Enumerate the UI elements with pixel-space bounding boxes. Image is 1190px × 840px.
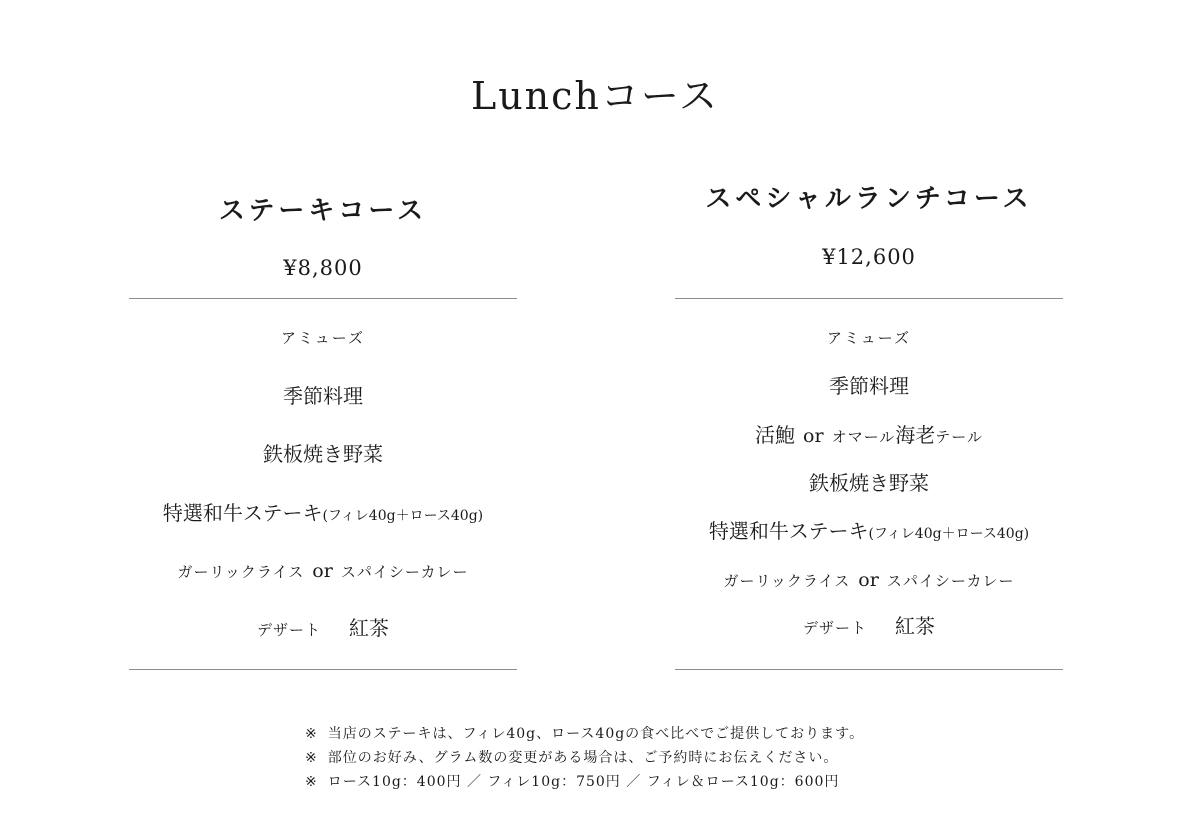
steak-detail: (フィレ40g＋ロース40g) (868, 526, 1030, 542)
note-mark: ※ (305, 774, 318, 790)
menu-item-amuse: アミューズ (827, 329, 911, 347)
page-title: Lunchコース (470, 74, 720, 118)
note-mark: ※ (305, 726, 318, 742)
tea-label: 紅茶 (895, 614, 935, 638)
rice-option-a: ガーリックライス (177, 563, 305, 581)
note-mark: ※ (305, 750, 318, 766)
menu-item-amuse: アミューズ (281, 329, 365, 347)
course-price: ¥8,800 (283, 256, 363, 280)
seafood-option-b-suffix: テール (935, 428, 983, 446)
divider-top (129, 298, 517, 299)
menu-item-dessert (655, 611, 1083, 643)
steak-name: 特選和牛ステーキ (708, 519, 869, 543)
menu-item-seafood (655, 420, 1083, 452)
footnotes (305, 722, 864, 794)
menu-item-rice (655, 564, 1083, 596)
menu-item-steak (109, 498, 537, 531)
menu-item-rice (109, 555, 537, 587)
footnote-text: ロース10g：400円 ／ フィレ10g：750円 ／ フィレ＆ロース10g：600円 (327, 774, 840, 790)
divider-bottom (675, 669, 1063, 670)
or-text: or (858, 569, 879, 591)
menu-item-dessert (109, 613, 537, 645)
rice-option-b: スパイシーカレー (340, 563, 469, 581)
menu-item-seasonal: 季節料理 (283, 384, 363, 408)
steak-detail: (フィレ40g＋ロース40g) (322, 508, 484, 524)
footnote-2 (305, 746, 864, 770)
or-text: or (312, 560, 333, 582)
dessert-label: デザート (802, 619, 867, 637)
footnote-1 (305, 722, 864, 746)
footnote-text: 部位のお好み、グラム数の変更がある場合は、ご予約時にお伝えください。 (327, 750, 839, 766)
menu-item-vegetables: 鉄板焼き野菜 (263, 442, 383, 466)
menu-item-seasonal: 季節料理 (829, 374, 909, 398)
or-text: or (803, 425, 824, 447)
seafood-option-a: 活鮑 (755, 423, 796, 447)
course-price: ¥12,600 (822, 245, 916, 269)
seafood-option-b-prefix: オマール (831, 428, 896, 446)
course-name: スペシャルランチコース (705, 184, 1033, 214)
tea-label: 紅茶 (349, 616, 389, 640)
footnote-3 (305, 770, 864, 794)
menu-item-vegetables: 鉄板焼き野菜 (809, 471, 929, 495)
rice-option-b: スパイシーカレー (886, 572, 1015, 590)
course-name: ステーキコース (218, 196, 428, 226)
seafood-option-b-main: 海老 (895, 423, 936, 447)
menu-item-steak (655, 516, 1083, 549)
divider-bottom (129, 669, 517, 670)
steak-name: 特選和牛ステーキ (162, 501, 323, 525)
rice-option-a: ガーリックライス (723, 572, 851, 590)
footnote-text: 当店のステーキは、フィレ40g、ロース40gの食べ比べでご提供しております。 (327, 726, 865, 742)
divider-top (675, 298, 1063, 299)
dessert-label: デザート (256, 621, 321, 639)
